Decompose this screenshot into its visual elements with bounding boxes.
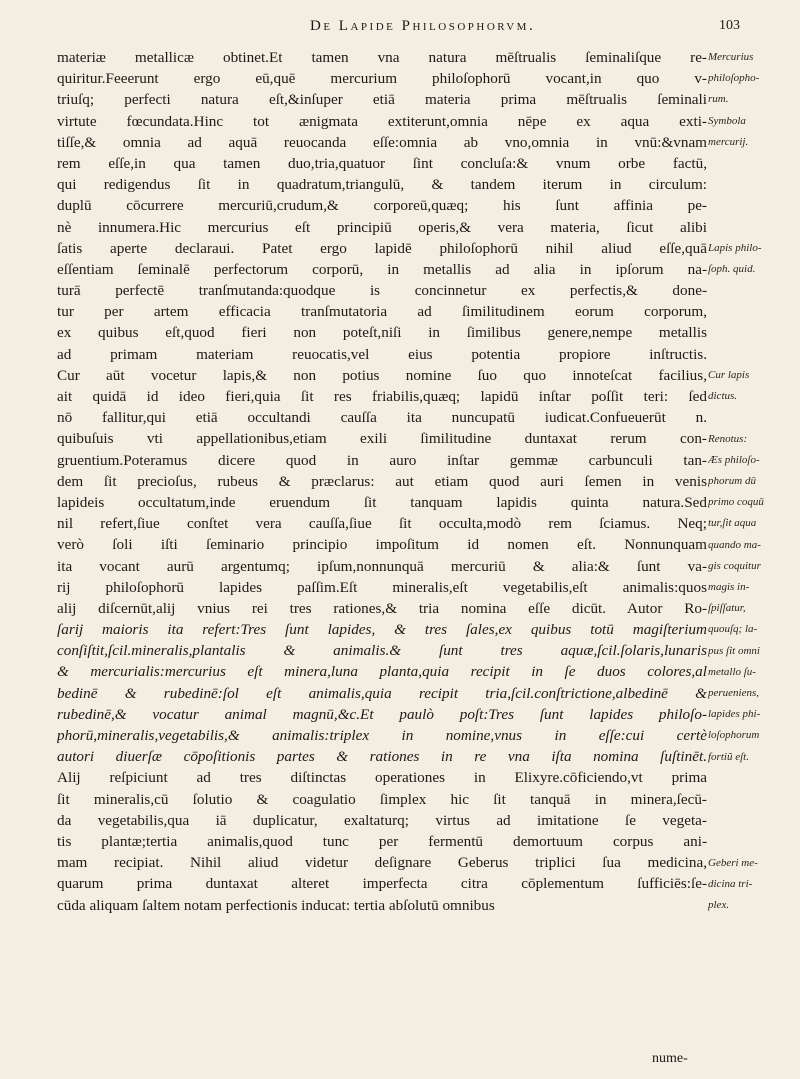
- text-line: alij diſcernūt,alij vnius rei tres rationes,& tria nomina eſſe dicūt. Autor Ro-: [57, 599, 707, 617]
- text-line: ſit mineralis,cū ſolutio & coagulatio ſimplex hic ſit tanquā in minera,ſecū-: [57, 790, 707, 808]
- text-line: rubedinē,& vocatur animal magnū,&c.Et paulò poſt:Tres ſunt lapides philoſo-: [57, 705, 707, 723]
- margin-note: quando ma-: [708, 538, 761, 551]
- margin-note: plex.: [708, 899, 730, 911]
- text-line: autori diuerſæ cōpoſitionis partes & rationes in re vna iſta nomina ſuſtinēt.: [57, 748, 707, 766]
- margin-note: dicina tri-: [708, 877, 753, 890]
- page-number: 103: [719, 18, 740, 33]
- margin-note: rum.: [708, 93, 729, 106]
- margin-note: magis in-: [708, 581, 750, 593]
- margin-note: Mercurius: [708, 51, 754, 63]
- text-line: rem eſſe,in qua tamen duo,tria,quatuor ſint concluſa:& vnum orbe factū,: [57, 154, 707, 172]
- text-line: Cur aūt vocetur lapis,& non potius nomine ſuo quo innoteſcat facilius,: [57, 366, 707, 384]
- margin-note: ſpiſſatur,: [708, 602, 746, 615]
- margin-note: Geberi me-: [708, 856, 758, 869]
- margin-note: lapides phi-: [708, 708, 761, 721]
- margin-note: Lapis philo-: [708, 241, 762, 254]
- text-line: qui redigendus ſit in quadratum,triangulū, & tandem iterum in circulum:: [57, 176, 707, 194]
- text-line: & mercurialis:mercurius eſt minera,luna planta,quia recipit in ſe duos colores,al: [57, 663, 707, 681]
- margin-note: tur,ſit aqua: [708, 517, 757, 530]
- text-line: rij philoſophorū lapides paſſim.Eſt mineralis,eſt vegetabilis,eſt animalis:quos: [57, 578, 707, 596]
- margin-note: philoſopho-: [708, 72, 760, 85]
- text-line: verò ſoli iſti ſeminario principio impoſitum id nomen eſt. Nonnunquam: [57, 536, 707, 554]
- text-line: nil refert,ſiue conſtet vera cauſſa,ſiue ſit occulta,modò rem ſciamus. Neq;: [57, 515, 707, 533]
- margin-note: gis coquitur: [708, 559, 761, 572]
- margin-note: mercurij.: [708, 135, 749, 148]
- text-line: lapideis occultatum,inde eruendum ſit tanquam lapidis quinta natura.Sed: [57, 493, 707, 511]
- text-line: nō fallitur,qui etiā occultandi cauſſa ita nuncupatū iudicat.Confueuerūt n.: [57, 409, 707, 427]
- text-line: ad primam materiam reuocatis,vel eius potentia propiore inſtructis.: [57, 345, 707, 363]
- text-line: cūda aliquam ſaltem notam perfectionis inducat: tertia abſolutū omnibus: [57, 896, 495, 914]
- margin-note: perueniens,: [708, 687, 760, 699]
- text-line: virtute fœcundata.Hinc tot ænigmata extiterunt,omnia nēpe ex aqua exti-: [57, 112, 707, 130]
- text-line: ex quibus eſt,quod fieri non poteſt,niſi in ſimilibus genere,nempe metallis: [57, 324, 707, 342]
- text-line: mam recipiat. Nihil aliud videtur deſignare Geberus triplici ſua medicina,: [57, 854, 707, 872]
- text-line: ita vocant aurū argentumq; ipſum,nonnunquā mercuriū & alia:& ſunt va-: [57, 557, 707, 575]
- text-line: triuſq; perfecti natura eſt,&inſuper etiā materia prima mēſtrualis ſeminali: [57, 91, 707, 109]
- running-head: De Lapide Philosophorvm.: [310, 18, 536, 34]
- margin-note: Æs philoſo-: [708, 453, 760, 466]
- body-text: [57, 47, 707, 916]
- text-line: gruentium.Poteramus dicere quod in auro inſtar gemmæ carbunculi tan-: [57, 451, 707, 469]
- text-line: quibuſuis vti appellationibus,etiam exili ſimilitudine duntaxat rerum con-: [57, 430, 707, 448]
- margin-note: quouſq; la-: [708, 623, 758, 636]
- text-line: duplū cōcurrere mercuriū,crudum,& corporeū,quæq; his ſunt affinia pe-: [57, 197, 707, 215]
- text-line: eſſentiam ſeminalē perfectorum corporū, in metallis ad alia in ipſorum na-: [57, 260, 707, 278]
- text-line: tis plantæ;tertia animalis,quod tunc per fermentū demortuum corpus ani-: [57, 832, 707, 850]
- margin-note: loſophorum: [708, 729, 760, 742]
- page-header: [40, 18, 740, 46]
- text-line: quarum prima duntaxat alteret imperfecta citra cōplementum ſufficiēs:ſe-: [57, 875, 707, 893]
- text-line: ſatis aperte declaraui. Patet ergo lapidē philoſophorū nihil aliud eſſe,quā: [57, 239, 707, 257]
- margin-note: metallo ſu-: [708, 665, 756, 678]
- margin-note: dictus.: [708, 390, 738, 403]
- text-line: bedinē & rubedinē:ſol eſt animalis,quia recipit tria,ſcil.conſtrictione,albedinē &: [57, 684, 707, 702]
- text-line: nè innumera.Hic mercurius eſt principiū operis,& vera materia, ſicut alibi: [57, 218, 707, 236]
- margin-note: fortiũ eſt.: [708, 750, 749, 763]
- text-line: dem ſit precioſus, rubeus & præclarus: aut etiam quod auri ſemen in venis: [57, 472, 707, 490]
- text-line: quiritur.Feeerunt ergo eū,quē mercurium philoſophorū vocant,in quo v-: [57, 70, 707, 88]
- text-line: materiæ metallicæ obtinet.Et tamen vna natura mēſtrualis ſeminaliſque re-: [57, 49, 707, 66]
- margin-note: primo coquū: [708, 496, 764, 509]
- text-line: conſiſtit,ſcil.mineralis,plantalis & animalis.& ſunt tres aquæ,ſcil.ſolaris,lunaris: [57, 642, 707, 660]
- text-line: tiſſe,& omnia ad aquā reuocanda eſſe:omnia ab vno,omnia in vnū:&vnam: [57, 133, 707, 151]
- text-line: phorū,mineralis,vegetabilis,& animalis:triplex in nomine,vnus in eſſe:cui certè: [57, 727, 707, 744]
- margin-note: phorum dū: [708, 475, 756, 487]
- text-line: ſarij maioris ita refert:Tres ſunt lapides, & tres ſales,ex quibus totū magiſterium: [57, 621, 707, 639]
- text-line: Alij reſpiciunt ad tres diſtinctas operationes in Elixyre.cōficiendo,vt prima: [57, 769, 707, 787]
- text-line: tur per artem efficacia tranſmutatoria ad ſimilitudinem eorum corporum,: [57, 303, 707, 321]
- margin-note: ſoph. quid.: [708, 263, 756, 275]
- text-line: ait quidā id ideo fieri,quia ſit res friabilis,quæq; lapidū inſtar poſſit teri: ſed: [57, 388, 707, 405]
- margin-note: Renotus:: [708, 432, 748, 445]
- catchword: nume-: [652, 1051, 688, 1066]
- text-line: da vegetabilis,qua iā duplicatur, exaltaturq; virtus ad imitatione ſe vegeta-: [57, 811, 707, 829]
- margin-note: Cur lapis: [708, 369, 750, 381]
- text-line: turā perfectē tranſmutanda:quodque is concinnetur ex perfectis,& done-: [57, 282, 707, 300]
- margin-note: Symbola: [708, 114, 746, 127]
- margin-note: pus ſit omni: [708, 644, 760, 657]
